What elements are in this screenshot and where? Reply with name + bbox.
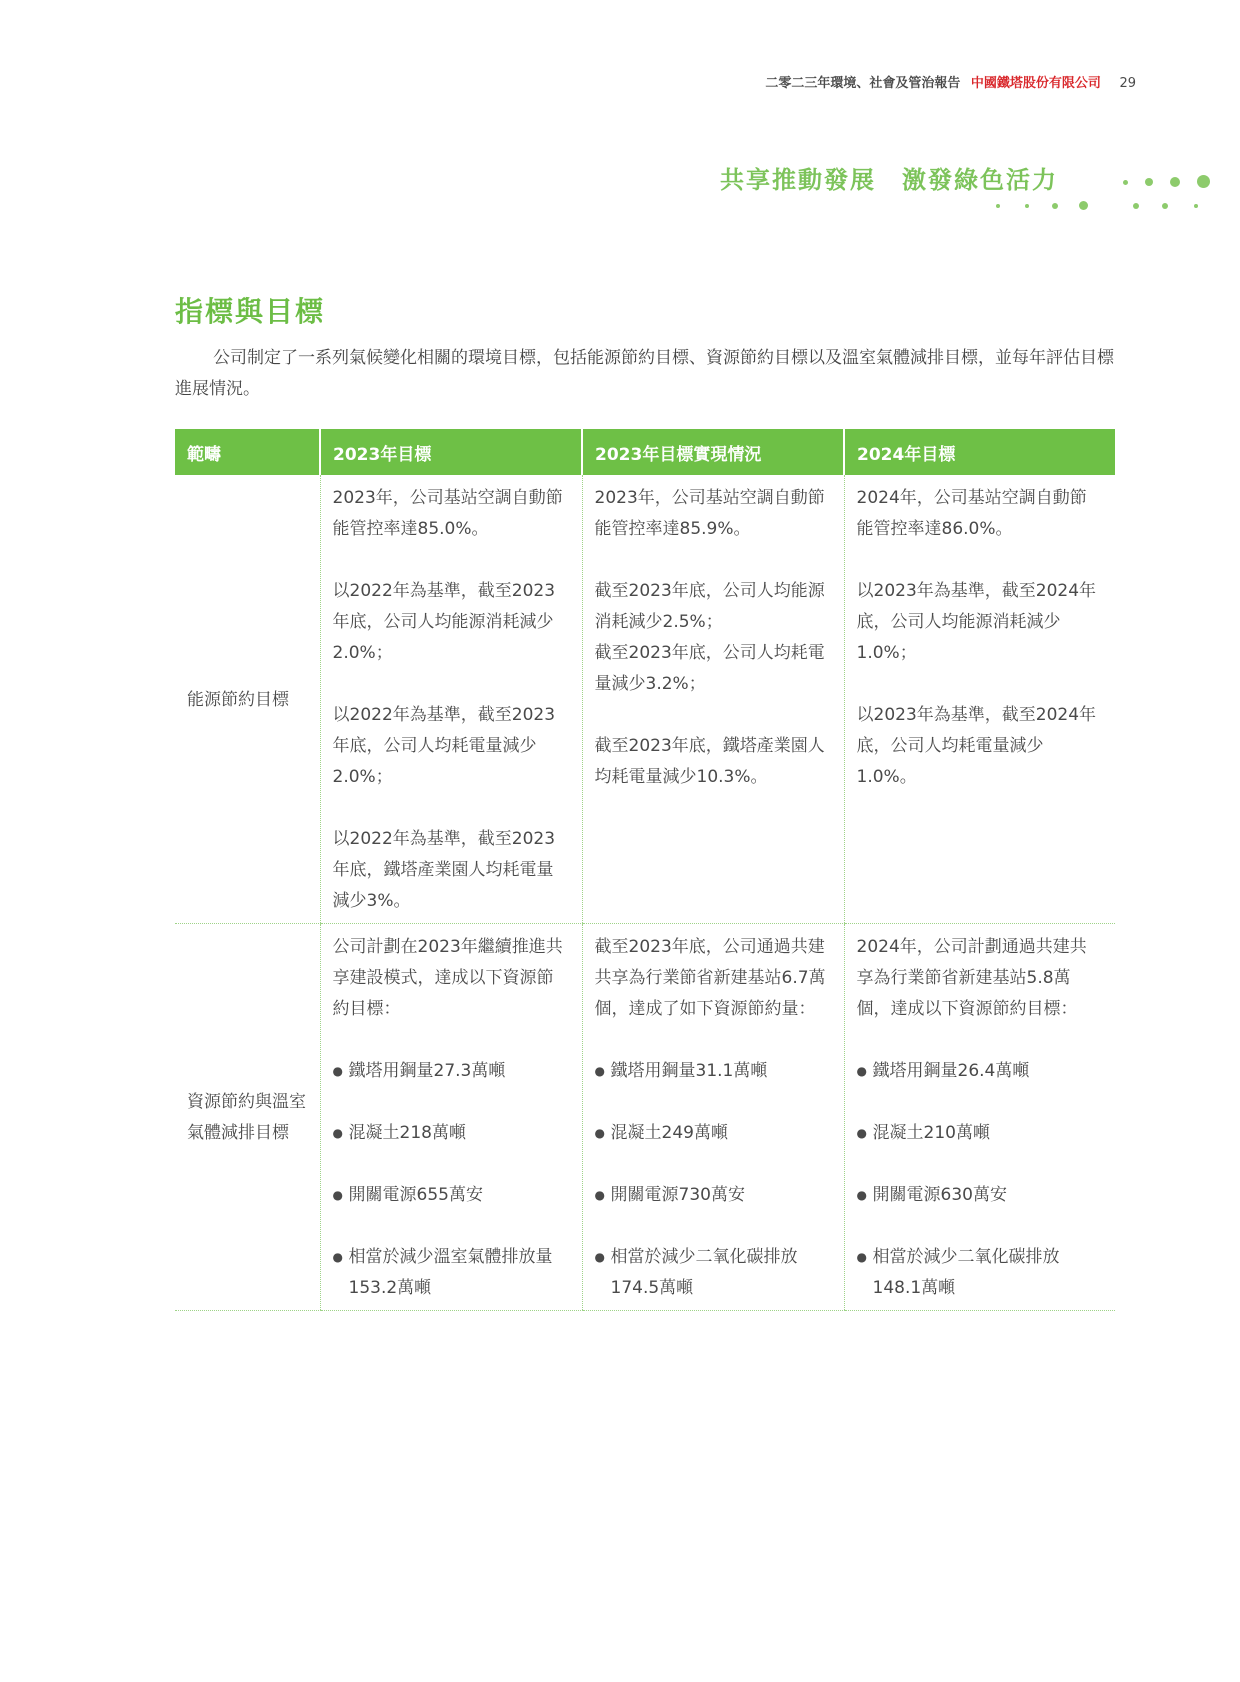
bullet-icon: ● <box>856 1126 867 1140</box>
list-item-text: 混凝土210萬噸 <box>872 1123 990 1143</box>
section-banner-part1: 共享推動發展 <box>720 166 876 194</box>
section-banner <box>720 160 1058 195</box>
bullet-icon: ● <box>856 1250 867 1264</box>
cell-paragraph: 截至2023年底，公司通過共建共享為行業節省新建基站6.7萬個，達成了如下資源節約量： <box>594 937 826 1019</box>
cell-paragraph: 2023年，公司基站空調自動節能管控率達85.0%。 <box>332 488 563 539</box>
section-banner-part2: 激發綠色活力 <box>902 166 1058 194</box>
dot <box>1052 203 1058 209</box>
list-item <box>595 1180 832 1211</box>
list-item-text: 混凝土249萬噸 <box>610 1123 728 1143</box>
list-item-text: 相當於減少溫室氣體排放量153.2萬噸 <box>348 1247 553 1298</box>
category-cell: 能源節約目標 <box>175 475 320 924</box>
cell-paragraph: 以2022年為基準，截至2023年底，鐵塔產業園人均耗電量減少3%。 <box>332 829 556 911</box>
cell-paragraph: 2024年，公司計劃通過共建共享為行業節省新建基站5.8萬個，達成以下資源節約目標： <box>856 937 1087 1019</box>
list-item <box>857 1180 1104 1211</box>
list-item <box>333 1242 570 1304</box>
list-item <box>857 1118 1104 1149</box>
bullet-icon: ● <box>594 1188 605 1202</box>
cell-paragraph: 以2022年為基準，截至2023年底，公司人均能源消耗減少2.0%； <box>332 581 556 663</box>
bullet-icon: ● <box>594 1126 605 1140</box>
company-name: 中國鐵塔股份有限公司 <box>970 76 1101 91</box>
report-title: 二零二三年環境、社會及管治報告 <box>765 76 961 91</box>
list-item-text: 鐵塔用鋼量26.4萬噸 <box>872 1061 1030 1081</box>
target-2023-cell <box>320 475 582 924</box>
dot <box>1197 175 1210 188</box>
list-item <box>595 1118 832 1149</box>
target-2023-cell <box>320 924 582 1311</box>
column-header-scope: 範疇 <box>175 429 320 475</box>
page-heading: 指標與目標 <box>175 295 326 328</box>
bullet-icon: ● <box>856 1188 867 1202</box>
list-item-text: 鐵塔用鋼量27.3萬噸 <box>348 1061 506 1081</box>
list-item-text: 開關電源630萬安 <box>872 1185 1007 1205</box>
list-item <box>333 1118 570 1149</box>
cell-paragraph: 以2023年為基準，截至2024年底，公司人均能源消耗減少1.0%； <box>856 581 1097 663</box>
list-item-text: 開關電源655萬安 <box>348 1185 483 1205</box>
table-row-resources <box>175 924 1115 1311</box>
running-header <box>765 72 1136 91</box>
target-2024-cell <box>844 924 1115 1311</box>
table-header-row <box>175 429 1115 475</box>
list-item <box>595 1056 832 1087</box>
cell-paragraph: 截至2023年底，公司人均能源消耗減少2.5%； <box>594 581 825 632</box>
cell-paragraph: 公司計劃在2023年繼續推進共享建設模式，達成以下資源節約目標： <box>332 937 563 1019</box>
dot <box>1170 177 1180 187</box>
list-item <box>595 1242 832 1304</box>
list-item-text: 相當於減少二氧化碳排放174.5萬噸 <box>610 1247 798 1298</box>
cell-paragraph: 以2022年為基準，截至2023年底，公司人均耗電量減少2.0%； <box>332 705 556 787</box>
targets-table <box>175 429 1115 1311</box>
list-item <box>857 1056 1104 1087</box>
cell-paragraph: 截至2023年底，公司人均耗電量減少3.2%； <box>594 643 825 694</box>
list-item-text: 鐵塔用鋼量31.1萬噸 <box>610 1061 768 1081</box>
cell-paragraph: 2023年，公司基站空調自動節能管控率達85.9%。 <box>594 488 825 539</box>
cell-paragraph: 以2023年為基準，截至2024年底，公司人均耗電量減少1.0%。 <box>856 705 1097 787</box>
achieved-2023-cell <box>582 475 844 924</box>
list-item-text: 開關電源730萬安 <box>610 1185 745 1205</box>
intro-paragraph: 公司制定了一系列氣候變化相關的環境目標，包括能源節約目標、資源節約目標以及溫室氣體減排目標，並每年評估目標進展情況。 <box>175 348 1114 399</box>
list-item-text: 相當於減少二氧化碳排放148.1萬噸 <box>872 1247 1060 1298</box>
cell-paragraph: 2024年，公司基站空調自動節能管控率達86.0%。 <box>856 488 1087 539</box>
column-header-target-2023: 2023年目標 <box>320 429 582 475</box>
dot <box>1162 203 1168 209</box>
column-header-target-2024: 2024年目標 <box>844 429 1115 475</box>
dot <box>996 204 1000 208</box>
bullet-icon: ● <box>332 1250 343 1264</box>
dot <box>1025 204 1029 208</box>
bullet-icon: ● <box>332 1126 343 1140</box>
bullet-icon: ● <box>332 1188 343 1202</box>
column-header-achieved-2023: 2023年目標實現情況 <box>582 429 844 475</box>
category-cell: 資源節約與溫室氣體減排目標 <box>175 924 320 1311</box>
bullet-icon: ● <box>594 1064 605 1078</box>
list-item <box>333 1180 570 1211</box>
bullet-icon: ● <box>856 1064 867 1078</box>
cell-paragraph: 截至2023年底，鐵塔產業園人均耗電量減少10.3%。 <box>594 736 825 787</box>
list-item-text: 混凝土218萬噸 <box>348 1123 466 1143</box>
dot <box>1079 201 1088 210</box>
bullet-icon: ● <box>332 1064 343 1078</box>
bullet-icon: ● <box>594 1250 605 1264</box>
target-2024-cell <box>844 475 1115 924</box>
dot <box>1145 178 1153 186</box>
achieved-2023-cell <box>582 924 844 1311</box>
list-item <box>857 1242 1104 1304</box>
dot <box>1123 180 1128 185</box>
page-number: 29 <box>1119 76 1136 91</box>
dot <box>1194 204 1198 208</box>
dot <box>1133 203 1139 209</box>
table-row-energy <box>175 475 1115 924</box>
list-item <box>333 1056 570 1087</box>
